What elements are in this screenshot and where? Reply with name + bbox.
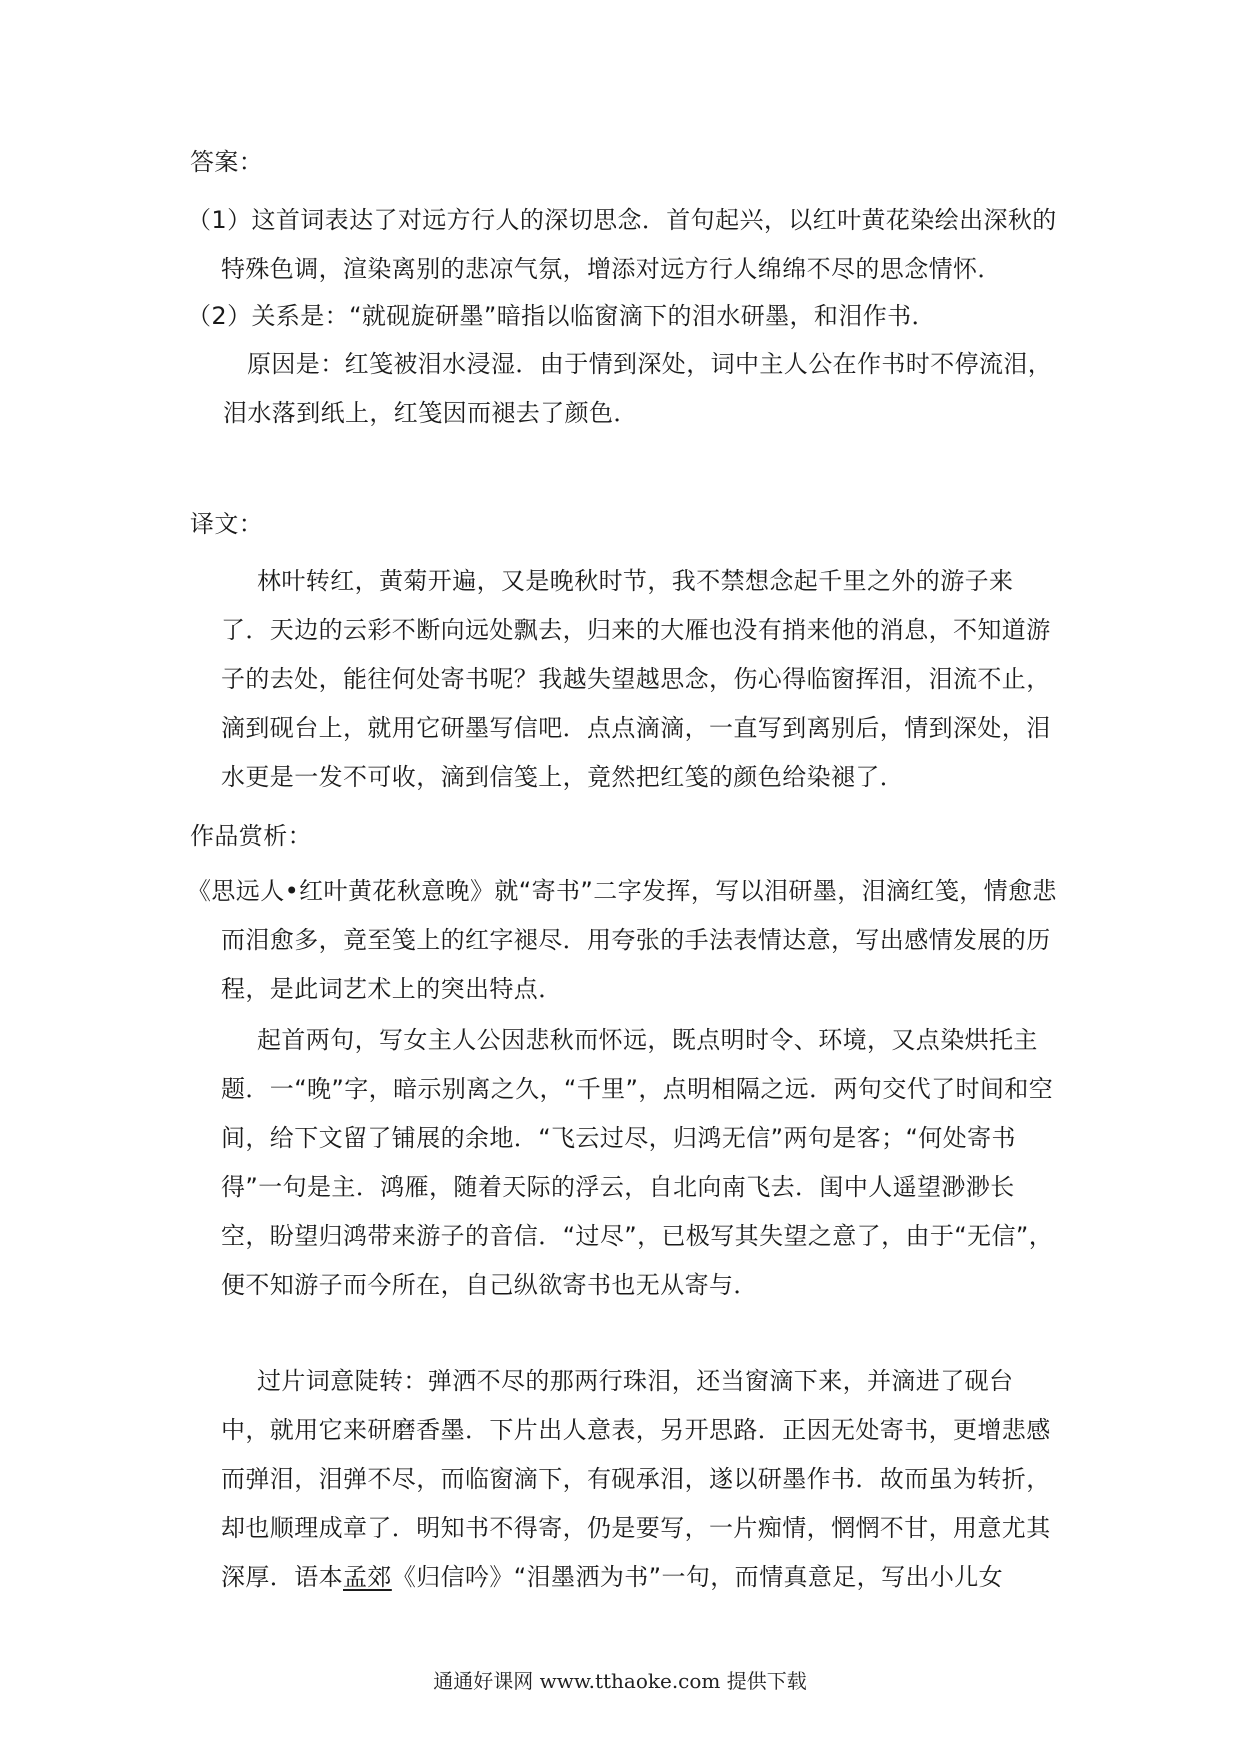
appreciation-paragraph-2: 起首两句，写女主人公因悲秋而怀远，既点明时令、环境，又点染烘托主题．一“晚”字，暗示别离之久，“千里”，点明相隔之远．两句交代了时间和空间，给下文留了铺展的余地．“飞云过尽，归鸿无信”两句是客；“何处寄书得”一句是主．鸿雁，随着天际的浮云，自北向南飞去．闺中人遥望渺渺长空，盼望归鸿带来游子的音信．“过尽”，已极写其失望之意了，由于“无信”，便不知游子而今所在，自己纵欲寄书也无从寄与．	[221, 1026, 1054, 1299]
answer-heading: 答案：	[190, 148, 264, 176]
answer-q1: （1）这首词表达了对远方行人的深切思念．首句起兴，以红叶黄花染绘出深秋的特殊色调，渲染离别的悲凉气氛，增添对远方行人绵绵不尽的思念情怀．	[187, 206, 1057, 283]
paragraph-3-text-before: 过片词意陡转：弹洒不尽的那两行珠泪，还当窗滴下来，并滴进了砚台中，就用它来研磨香墨．下片出人意表，另开思路．正因无处寄书，更增悲感而弹泪，泪弹不尽，而临窗滴下，有砚承泪，遂以研墨作书．故而虽为转折，却也顺理成章了．明知书不得寄，仍是要写，一片痴情，惘惘不甘，用意尤其深厚．语本	[221, 1367, 1051, 1591]
answer-q2: （2）关系是：“就砚旋研墨”暗指以临窗滴下的泪水研墨，和泪作书．	[187, 302, 936, 330]
page-footer: 通通好课网 www.tthaoke.com 提供下载	[433, 1669, 807, 1693]
answer-reason: 原因是：红笺被泪水浸湿．由于情到深处，词中主人公在作书时不停流泪，泪水落到纸上，红笺因而褪去了颜色．	[223, 350, 1053, 427]
paragraph-3-text-after: 《归信吟》“泪墨洒为书”一句，而情真意足，写出小儿女	[391, 1563, 1004, 1591]
appreciation-paragraph-3	[187, 1357, 1057, 1602]
translation-body: 林叶转红，黄菊开遍，又是晚秋时节，我不禁想念起千里之外的游子来了．天边的云彩不断向远处飘去，归来的大雁也没有捎来他的消息，不知道游子的去处，能往何处寄书呢？我越失望越思念，伤心得临窗挥泪，泪流不止，滴到砚台上，就用它研墨写信吧．点点滴滴，一直写到离别后，情到深处，泪水更是一发不可收，滴到信笺上，竟然把红笺的颜色给染褪了．	[221, 567, 1051, 791]
author-link-mengjiao[interactable]: 孟郊	[343, 1563, 392, 1591]
appreciation-heading: 作品赏析：	[190, 822, 312, 850]
translation-heading: 译文：	[190, 510, 264, 538]
appreciation-paragraph-1: 《思远人•红叶黄花秋意晚》就“寄书”二字发挥，写以泪研墨，泪滴红笺，情愈悲而泪愈多，竟至笺上的红字褪尽．用夸张的手法表情达意，写出感情发展的历程，是此词艺术上的突出特点．	[187, 877, 1057, 1003]
